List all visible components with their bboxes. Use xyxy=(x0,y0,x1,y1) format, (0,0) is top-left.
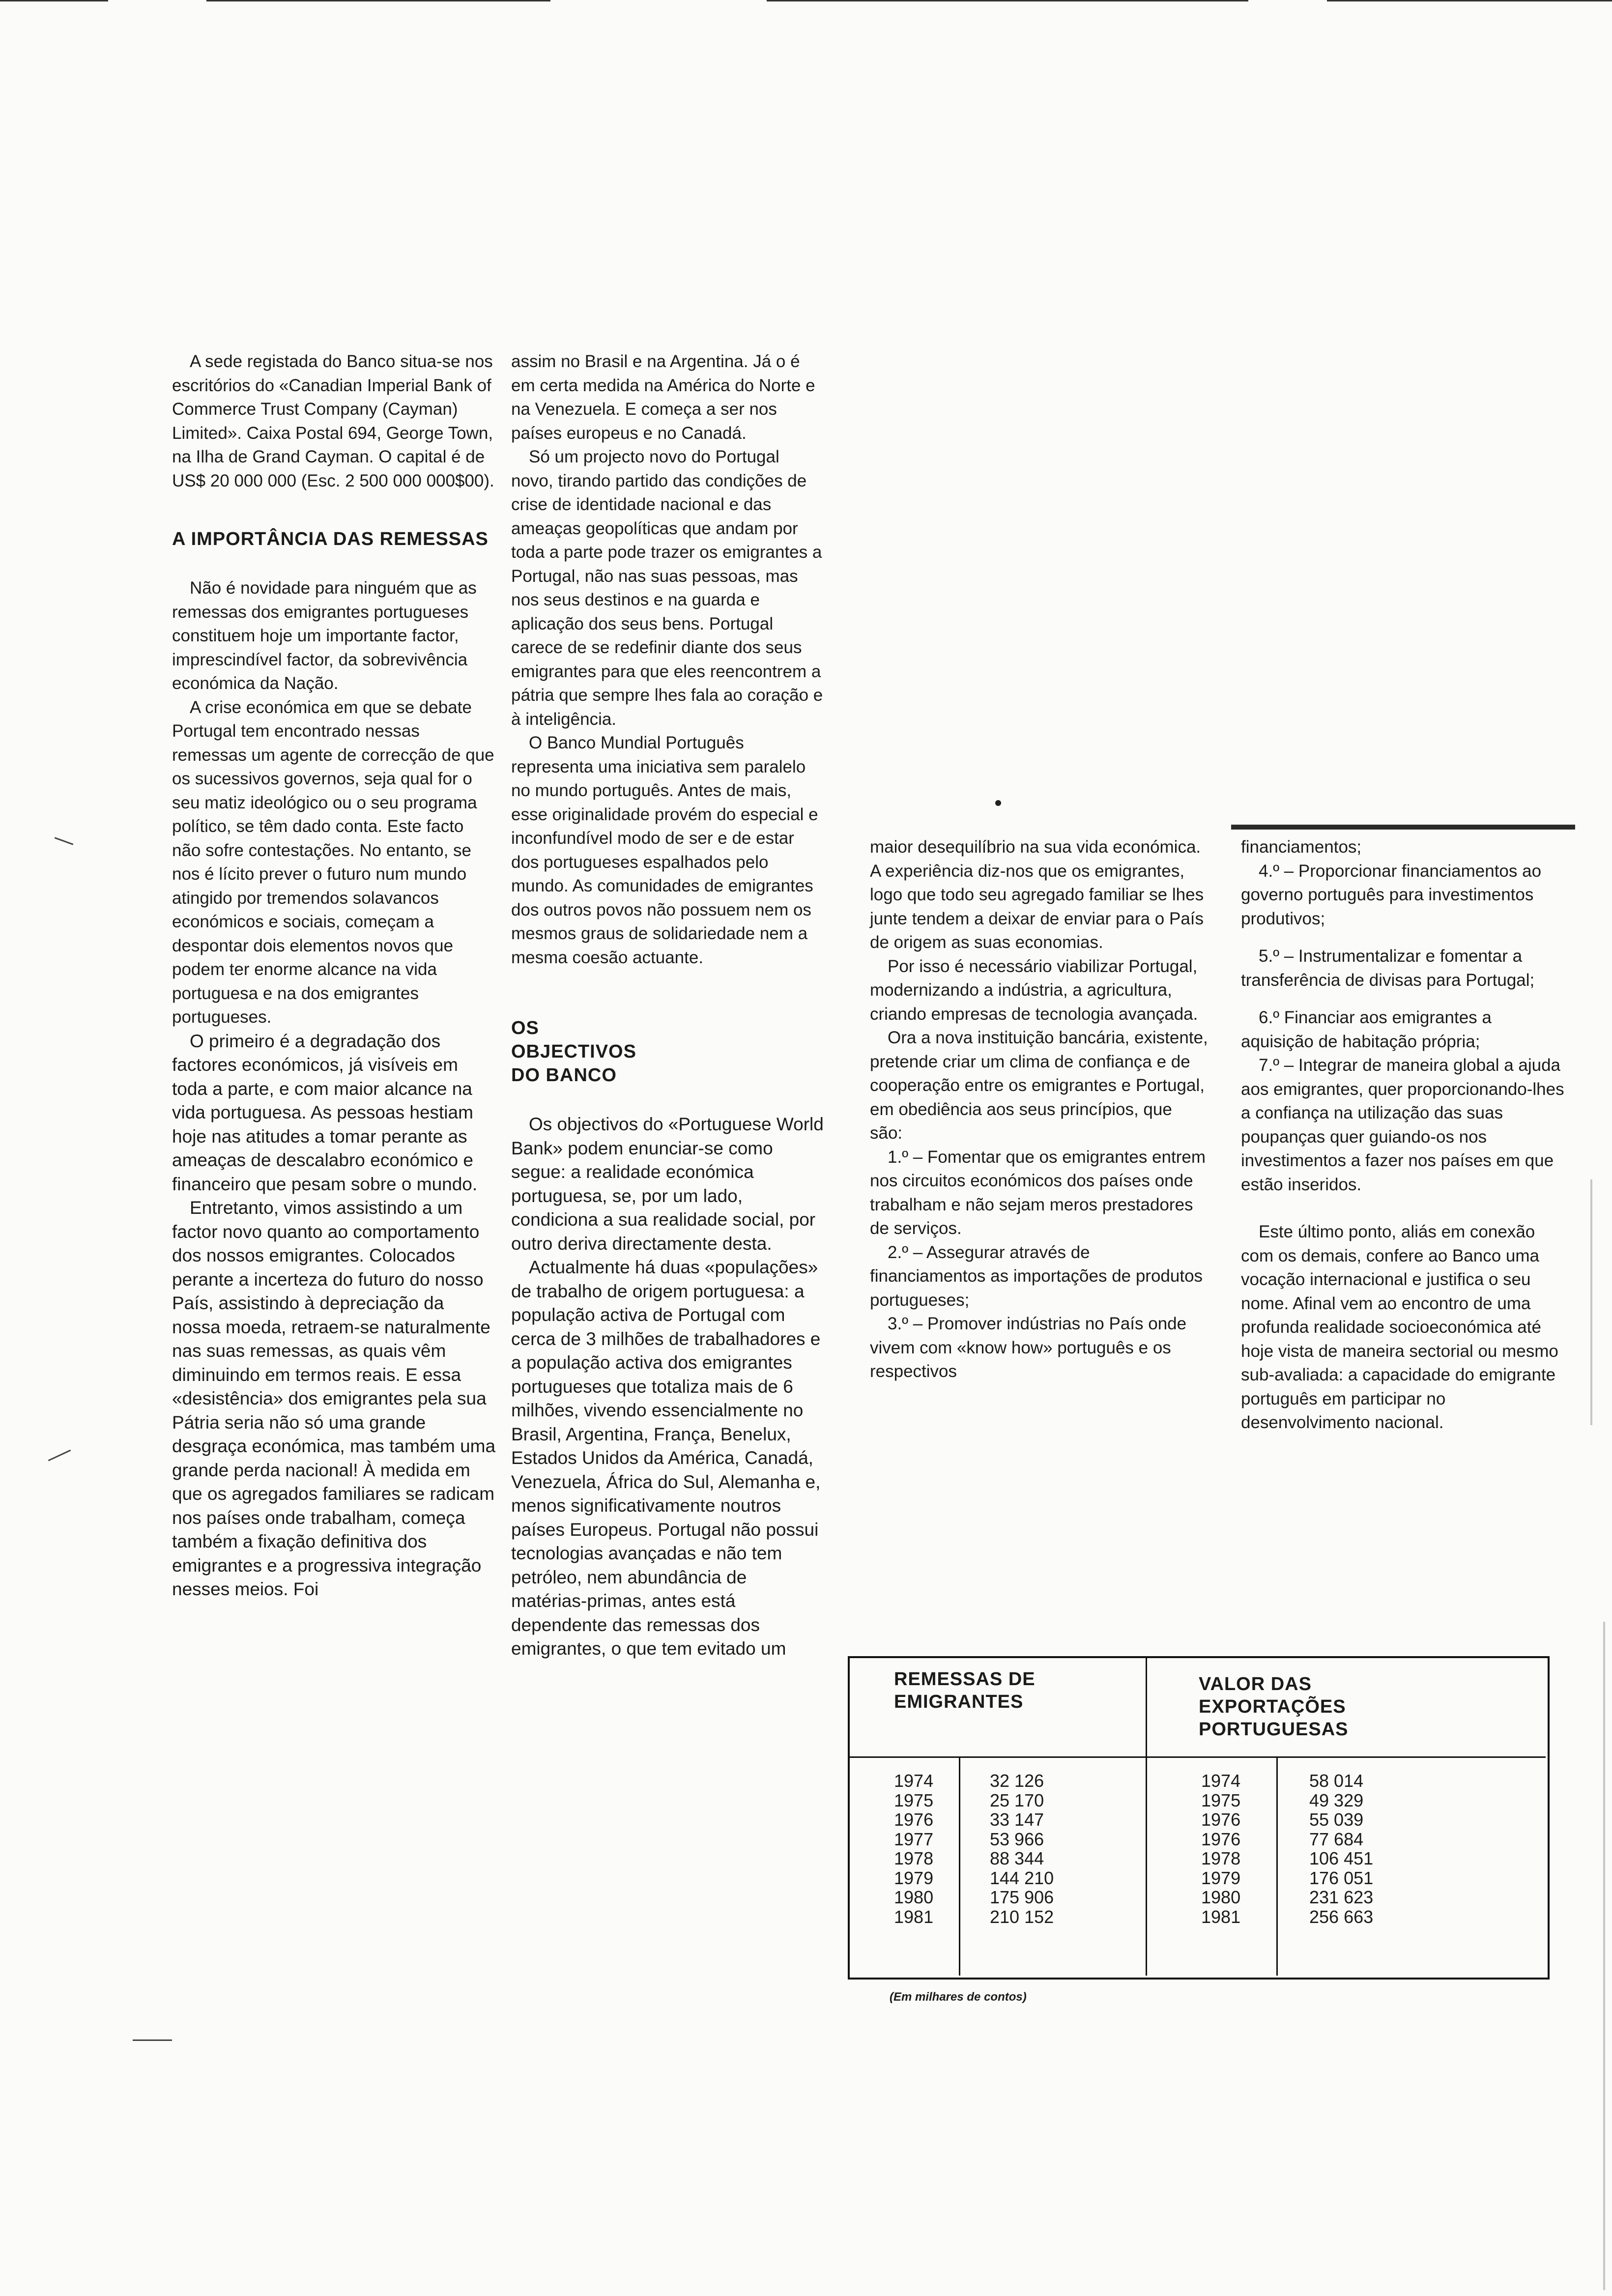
table-cell: 25 170 xyxy=(990,1790,1044,1810)
table-cell: 1976 xyxy=(1201,1829,1241,1849)
table-cell: 106 451 xyxy=(1309,1848,1374,1868)
list-item: 5.º – Instrumentalizar e fomentar a transferência de divisas para Portugal; xyxy=(1241,947,1535,990)
scan-right-edge xyxy=(1603,1622,1605,2290)
table-header-exportacoes: VALOR DAS EXPORTAÇÕES PORTUGUESAS xyxy=(1199,1674,1349,1740)
table-cell: 175 906 xyxy=(990,1887,1054,1907)
table-cell: 1978 xyxy=(894,1848,934,1868)
list-item: 4.º – Proporcionar financiamentos ao governo português para investimentos produtivos; xyxy=(1241,861,1542,928)
remessas-years xyxy=(894,1771,933,1926)
table-cell: 49 329 xyxy=(1309,1790,1364,1810)
table-cell: 77 684 xyxy=(1309,1829,1364,1849)
table-cell: 1974 xyxy=(894,1771,934,1791)
table-cell: 32 126 xyxy=(990,1771,1044,1791)
table-cell: 1980 xyxy=(1201,1887,1241,1907)
table-cell: 1974 xyxy=(1201,1771,1241,1791)
table-cell: 1975 xyxy=(894,1790,934,1810)
table-header-rule xyxy=(850,1756,1546,1758)
table-cell: 231 623 xyxy=(1309,1887,1374,1907)
table-cell: 1981 xyxy=(894,1906,934,1927)
article-column-4 xyxy=(1241,835,1565,1435)
table-cell: 53 966 xyxy=(990,1829,1044,1849)
paragraph: O Banco Mundial Português representa uma iniciativa sem paralelo no mundo português. Antes de mais, esse originalidade provém do especial e inconfundível modo de ser e de estar dos portugueses espalhados pelo mundo. As comunidades de emigrantes dos outros povos não possuem nem os mesmos graus de solidariedade nem a mesma coesão actuante. xyxy=(511,733,818,967)
scan-right-edge xyxy=(1590,1179,1592,1425)
table-header-remessas: REMESSAS DE EMIGRANTES xyxy=(894,1669,1036,1712)
list-item: 6.º Financiar aos emigrantes a aquisição de habitação própria; xyxy=(1241,1008,1492,1051)
paragraph: assim no Brasil e na Argentina. Já o é em certa medida na América do Norte e na Venezuela. E começa a ser nos países europeus e no Canadá. xyxy=(511,352,815,443)
table-cell: 1981 xyxy=(1201,1906,1241,1927)
table-cell: 1979 xyxy=(894,1867,934,1888)
list-item: 2.º – Assegurar através de financiamentos as importações de produtos portugueses; xyxy=(870,1242,1203,1310)
binding-mark xyxy=(55,837,74,845)
article-column-1 xyxy=(172,350,496,1602)
remessas-values xyxy=(990,1771,1054,1926)
paragraph: Entretanto, vimos assistindo a um factor novo quanto ao comportamento dos nossos emigrantes. Colocados perante a incerteza do futuro do nosso País, assistindo à depreciação da nossa moeda, retraem-se naturalmente nas suas remessas, as quais vêm diminuindo em termos reais. E essa «desistência» dos emigrantes pela sua Pátria seria não só uma grande desgraça económica, mas também uma grande perda nacional! À medida em que os agregados familiares se radicam nos países onde trabalham, começa também a fixação definitiva dos emigrantes e a progressiva integração nesses meios. Foi xyxy=(172,1198,496,1599)
table-cell: 88 344 xyxy=(990,1848,1044,1868)
table-divider xyxy=(1146,1658,1147,1976)
paragraph: Actualmente há duas «populações» de trabalho de origem portuguesa: a população activa de Portugal com cerca de 3 milhões de trabalhadores e a população activa dos emigrantes portugueses que totaliza mais de 6 milhões, vivendo essencialmente no Brasil, Argentina, França, Benelux, Estados Unidos da América, Canadá, Venezuela, África do Sul, Alemanha e, menos significativamente noutros países Europeus. Portugal não possui tecnologias avançadas e não tem petróleo, nem abundância de matérias-primas, antes está dependente das remessas dos emigrantes, o que tem evitado um xyxy=(511,1257,821,1659)
table-cell: 1975 xyxy=(1201,1790,1241,1810)
exportacoes-values xyxy=(1309,1771,1373,1926)
list-item: 3.º – Promover indústrias no País onde vivem com «know how» português e os respectivos xyxy=(870,1314,1187,1381)
statistics-table xyxy=(848,1656,1550,1980)
paragraph: Ora a nova instituição bancária, existente, pretende criar um clima de confiança e de cooperação entre os emigrantes e Portugal, em obediência aos seus princípios, que são: xyxy=(870,1028,1208,1143)
paragraph: A sede registada do Banco situa-se nos escritórios do «Canadian Imperial Bank of Commerce Trust Company (Cayman) Limited». Caixa Postal 694, George Town, na Ilha de Grand Cayman. O capital é de US$ 20 000 000 (Esc. 2 500 000 000$00). xyxy=(172,352,494,490)
list-item: 1.º – Fomentar que os emigrantes entrem nos circuitos económicos dos países onde trabalham e não sejam meros prestadores de serviços. xyxy=(870,1147,1206,1238)
paragraph: O primeiro é a degradação dos factores económicos, já visíveis em toda a parte, e com maior alcance na vida portuguesa. As pessoas hestiam hoje nas atitudes a tomar perante as ameaças de descalabro económico e financeiro que pesam sobre o mundo. xyxy=(172,1031,478,1194)
paragraph: Este último ponto, aliás em conexão com os demais, confere ao Banco uma vocação internacional e justifica o seu nome. Afinal vem ao encontro de uma profunda realidade socioeconómica até hoje vista de maneira sectorial ou mesmo sub-avaliada: a capacidade do emigrante português em participar no desenvolvimento nacional. xyxy=(1241,1222,1558,1432)
scan-top-edge xyxy=(767,0,1248,1)
article-column-3 xyxy=(870,835,1209,1384)
scan-top-edge xyxy=(1327,0,1612,1)
table-cell: 144 210 xyxy=(990,1867,1054,1888)
scan-top-edge xyxy=(0,0,108,1)
table-divider xyxy=(1276,1756,1278,1976)
paragraph: Os objectivos do «Portuguese World Bank» podem enunciar-se como segue: a realidade económica portuguesa, se, por um lado, condiciona a sua realidade social, por outro deriva directamente desta. xyxy=(511,1114,824,1254)
article-column-2 xyxy=(511,350,826,1661)
column-rule xyxy=(1231,825,1575,830)
exportacoes-years xyxy=(1201,1771,1240,1926)
paragraph: Por isso é necessário viabilizar Portugal, modernizando a indústria, a agricultura, criando empresas de tecnologia avançada. xyxy=(870,956,1198,1024)
table-cell: 1976 xyxy=(894,1809,934,1830)
paragraph: Só um projecto novo do Portugal novo, tirando partido das condições de crise de identidade nacional e das ameaças geopolíticas que andam por toda a parte pode trazer os emigrantes a Portugal, não nas suas pessoas, mas nos seus destinos e na guarda e aplicação dos seus bens. Portugal carece de se redefinir diante dos seus emigrantes para que eles reencontrem a pátria que sempre lhes fala ao coração e à inteligência. xyxy=(511,447,823,729)
table-cell: 176 051 xyxy=(1309,1867,1374,1888)
binding-mark xyxy=(133,2039,172,2041)
ink-dot xyxy=(995,800,1001,806)
table-caption: (Em milhares de contos) xyxy=(890,1990,1027,2004)
binding-mark xyxy=(48,1450,71,1462)
section-heading-remessas: A IMPORTÂNCIA DAS REMESSAS xyxy=(172,529,489,549)
table-cell: 210 152 xyxy=(990,1906,1054,1927)
table-cell: 1978 xyxy=(1201,1848,1241,1868)
list-item: financiamentos; xyxy=(1241,837,1362,857)
table-cell: 256 663 xyxy=(1309,1906,1374,1927)
paragraph: maior desequilíbrio na sua vida económica. A experiência diz-nos que os emigrantes, logo que todo seu agregado familiar se lhes junte tendem a deixar de enviar para o País de origem as suas economias. xyxy=(870,837,1204,952)
scan-top-edge xyxy=(206,0,550,1)
table-cell: 33 147 xyxy=(990,1809,1044,1830)
table-cell: 1979 xyxy=(1201,1867,1241,1888)
table-cell: 1980 xyxy=(894,1887,934,1907)
paragraph: A crise económica em que se debate Portugal tem encontrado nessas remessas um agente de correcção de que os sucessivos governos, seja qual for o seu matiz ideológico ou o seu programa político, se têm dado conta. Este facto não sofre contestações. No entanto, se nos é lícito prever o futuro num mundo atingido por tremendos solavancos económicos e sociais, começam a despontar dois elementos novos que podem ter enorme alcance na vida portuguesa e na dos emigrantes portugueses. xyxy=(172,697,494,1027)
table-divider xyxy=(959,1756,960,1976)
table-cell: 1976 xyxy=(1201,1809,1241,1830)
table-cell: 58 014 xyxy=(1309,1771,1364,1791)
table-cell: 55 039 xyxy=(1309,1809,1364,1830)
table-cell: 1977 xyxy=(894,1829,934,1849)
paragraph: Não é novidade para ninguém que as remessas dos emigrantes portugueses constituem hoje um importante factor, imprescindível factor, da sobrevivência económica da Nação. xyxy=(172,578,477,693)
list-item: 7.º – Integrar de maneira global a ajuda aos emigrantes, quer proporcionando-lhes a confiança na utilização das suas poupanças quer guiando-os nos investimentos a fazer nos países em que estão inseridos. xyxy=(1241,1056,1564,1194)
section-heading-objectivos: OS OBJECTIVOS DO BANCO xyxy=(511,1018,636,1086)
